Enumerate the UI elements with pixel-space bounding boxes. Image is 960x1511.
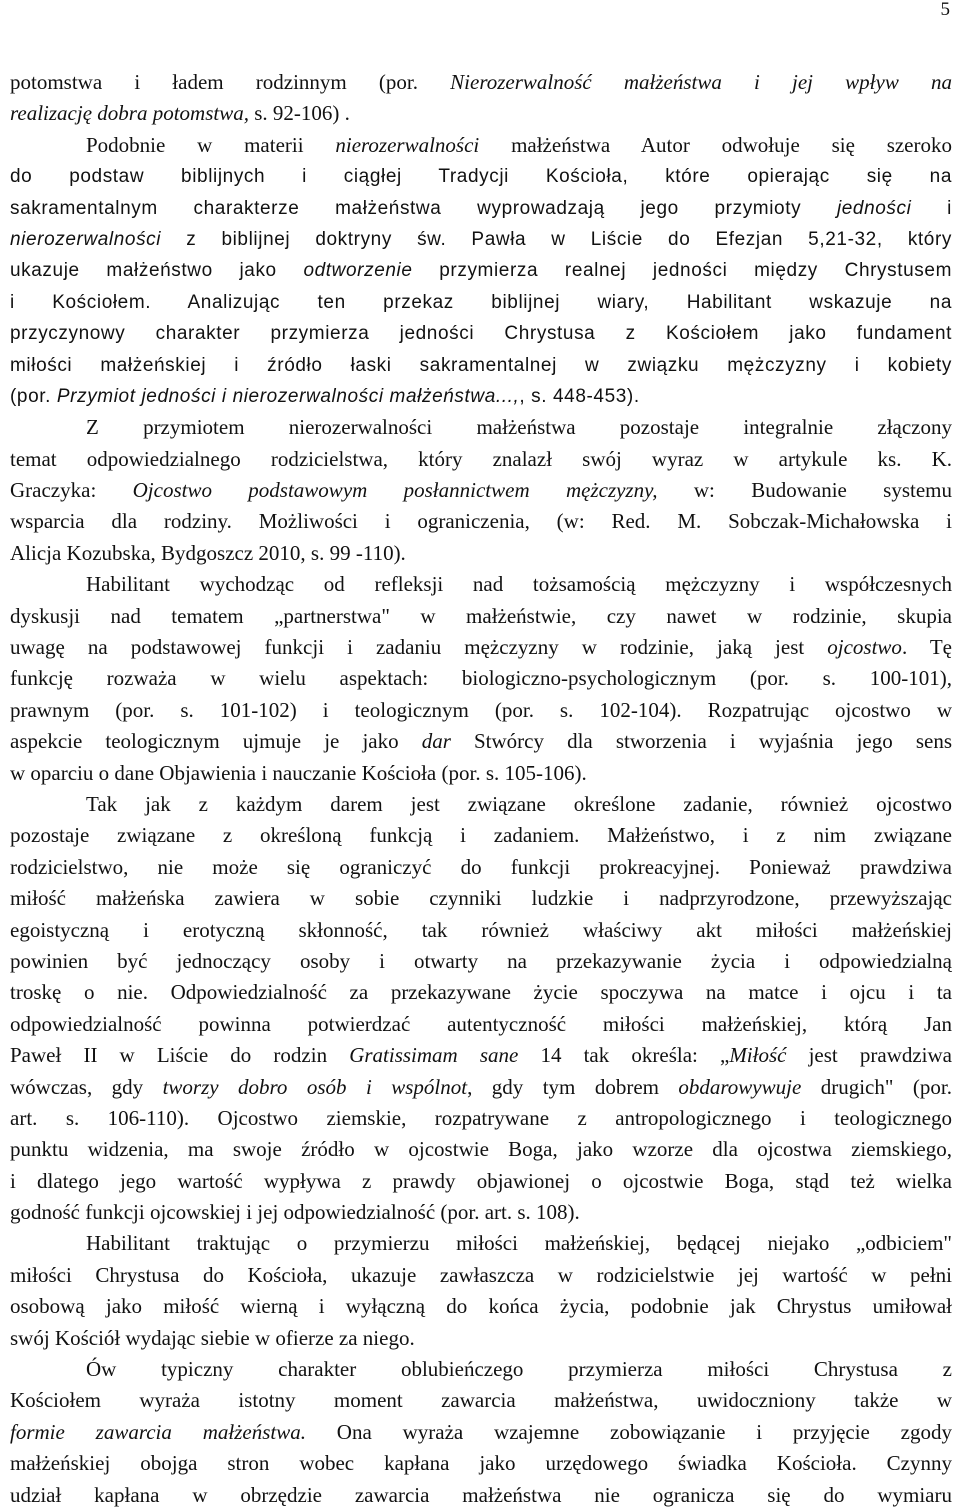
text-line	[10, 1072, 952, 1103]
text-line	[10, 538, 952, 569]
text-segment: przymierza realnej jedności między Chrystusem	[412, 260, 952, 282]
text-segment: małżeństwa Autor odwołuje się szeroko	[479, 132, 952, 157]
italic-text: Ojcostwo podstawowym posłannictwem mężczyzny,	[132, 478, 658, 503]
text-segment: udział kapłana w obrzędzie zawarcia małżeństwa nie ogranicza się do wymiaru	[10, 1482, 952, 1507]
text-line	[10, 1197, 952, 1228]
italic-text: obdarowywuje	[678, 1074, 802, 1099]
text-segment: miłość małżeńska zawiera w sobie czynniki ludzkie i nadprzyrodzone, przewyższając	[10, 886, 952, 911]
text-line	[10, 1385, 952, 1416]
italic-text: nierozerwalności	[10, 228, 162, 250]
text-segment: (por.	[10, 385, 57, 407]
text-line	[10, 224, 952, 255]
text-segment: sakramentalnym charakterze małżeństwa wyprowadzają jego przymioty	[10, 197, 837, 219]
text-segment: małżeńskiej obojga stron wobec kapłana jako urzędowego świadka Kościoła. Czynny	[10, 1451, 952, 1476]
text-segment: rodzicielstwo, nie może się ograniczyć do funkcji prokreacyjnej. Ponieważ prawdziwa	[10, 854, 952, 879]
italic-text: formie zawarcia małżeństwa.	[10, 1419, 306, 1444]
text-line	[10, 444, 952, 475]
text-line	[10, 852, 952, 883]
text-segment: Habilitant traktując o przymierzu miłości małżeńskiej, będącej niejako „odbiciem"	[86, 1231, 952, 1256]
text-line	[10, 726, 952, 757]
italic-text: nierozerwalności	[335, 132, 480, 157]
text-line	[10, 1417, 952, 1448]
text-segment: wsparcia dla rodziny. Możliwości i ograniczenia, (w: Red. M. Sobczak-Michałowska i	[10, 509, 952, 534]
text-line	[10, 412, 952, 443]
text-segment: , s. 448-453).	[519, 385, 640, 407]
text-segment: Paweł II w Liście do rodzin	[10, 1043, 350, 1068]
text-segment: egoistyczną i erotyczną skłonność, tak również właściwy akt miłości małżeńskiej	[10, 917, 952, 942]
text-segment: . Tę	[901, 635, 952, 660]
italic-text: Przymiot jedności i nierozerwalności małżeństwa...,	[56, 385, 520, 407]
text-segment: odpowiedzialność powinna potwierdzać autentyczność miłości małżeńskiej, którą Jan	[10, 1011, 952, 1036]
text-line	[10, 1228, 952, 1259]
italic-text: realizację dobra potomstwa,	[10, 101, 249, 126]
italic-text: jedności	[836, 197, 912, 219]
text-line	[10, 350, 952, 381]
text-segment: Graczyka:	[10, 478, 133, 503]
text-segment: swój Kościół wydając siebie w ofierze za niego.	[10, 1325, 415, 1350]
text-line	[10, 632, 952, 663]
document-body	[10, 67, 952, 1511]
text-line	[10, 1103, 952, 1134]
text-segment: temat odpowiedzialnego rodzicielstwa, który znalazł swój wyraz w artykule ks. K.	[10, 446, 952, 471]
italic-text: Gratissimam sane	[349, 1043, 519, 1068]
text-line	[10, 1134, 952, 1165]
text-line	[10, 318, 952, 349]
text-segment: aspekcie teologicznym ujmuje je jako	[10, 729, 422, 754]
text-line	[10, 977, 952, 1008]
page-number: 5	[940, 0, 950, 20]
text-line	[10, 758, 952, 789]
text-line	[10, 883, 952, 914]
text-line	[10, 915, 952, 946]
text-segment: powinien być jednoczący osoby i otwarty na przekazywanie życia i odpowiedzialną	[10, 948, 952, 973]
text-line	[10, 381, 952, 412]
text-line	[10, 161, 952, 192]
text-segment: Ona wyraża wzajemne zobowiązanie i przyjęcie zgody	[305, 1419, 952, 1444]
text-line	[10, 1480, 952, 1511]
text-segment: i dlatego jego wartość wypływa z prawdy objawionej o ojcostwie Boga, stąd też wielka	[10, 1168, 952, 1193]
text-segment: Alicja Kozubska, Bydgoszcz 2010, s. 99 -110).	[10, 540, 406, 565]
italic-text: ojcostwo	[827, 635, 902, 660]
text-segment: pozostaje związane z określoną funkcją i zadaniem. Małżeństwo, i z nim związane	[10, 823, 952, 848]
text-segment: 14 tak określa: „	[518, 1043, 730, 1068]
text-line	[10, 193, 952, 224]
text-segment: uwagę na podstawowej funkcji i zadaniu mężczyzny w rodzinie, jaką jest	[10, 635, 828, 660]
text-line	[10, 287, 952, 318]
text-segment: osobową jako miłość wierną i wyłączną do końca życia, podobnie jak Chrystus umiłował	[10, 1294, 952, 1319]
text-segment: potomstwa i ładem rodzinnym (por.	[10, 70, 451, 94]
text-line	[10, 1323, 952, 1354]
text-segment: s. 92-106) .	[248, 101, 350, 126]
text-line	[10, 1354, 952, 1385]
text-segment: w oparciu o dane Objawienia i nauczanie Kościoła (por. s. 105-106).	[10, 760, 587, 785]
text-segment: , gdy tym dobrem	[467, 1074, 679, 1099]
text-line	[10, 1260, 952, 1291]
text-segment: Habilitant wychodząc od refleksji nad tożsamością mężczyzny i współczesnych	[86, 572, 952, 597]
text-segment: Kościołem wyraża istotny moment zawarcia małżeństwa, uwidoczniony także w	[10, 1388, 952, 1413]
text-segment: drugich" (por.	[801, 1074, 952, 1099]
text-segment: art. s. 106-110). Ojcostwo ziemskie, rozpatrywane z antropologicznego i teologicznego	[10, 1105, 952, 1130]
text-segment: Podobnie w materii	[86, 132, 336, 157]
text-segment: przyczynowy charakter przymierza jedności Chrystusa z Kościołem jako fundament	[10, 323, 952, 345]
text-line	[10, 506, 952, 537]
text-segment: miłości małżeńskiej i źródło łaski sakramentalnej w związku mężczyzny i kobiety	[10, 354, 952, 376]
text-line	[10, 601, 952, 632]
text-line	[10, 1009, 952, 1040]
text-segment: Stwórcy dla stworzenia i wyjaśnia jego sens	[450, 729, 952, 754]
text-line	[10, 130, 952, 161]
italic-text: Miłość	[729, 1043, 787, 1068]
text-line	[10, 946, 952, 977]
text-line	[10, 1291, 952, 1322]
text-line	[10, 820, 952, 851]
text-segment: prawnym (por. s. 101-102) i teologicznym (por. s. 102-104). Rozpatrując ojcostwo w	[10, 697, 952, 722]
text-segment: Tak jak z każdym darem jest związane określone zadanie, również ojcostwo	[86, 791, 952, 816]
text-segment: Z przymiotem nierozerwalności małżeństwa pozostaje integralnie złączony	[86, 415, 952, 440]
text-segment: troskę o nie. Odpowiedzialność za przekazywane życie spoczywa na matce i ojcu i ta	[10, 980, 952, 1005]
text-segment: i Kościołem. Analizując ten przekaz biblijnej wiary, Habilitant wskazuje na	[10, 291, 952, 313]
italic-text: Nierozerwalność małżeństwa i jej wpływ na	[450, 70, 952, 94]
italic-text: dar	[421, 729, 451, 754]
text-segment: jest prawdziwa	[786, 1043, 952, 1068]
text-line	[10, 569, 952, 600]
text-segment: do podstaw biblijnych i ciągłej Tradycji Kościoła, które opierając się na	[10, 166, 952, 188]
text-line	[10, 789, 952, 820]
text-segment: ukazuje małżeństwo jako	[10, 260, 304, 282]
text-segment: i	[911, 197, 952, 219]
italic-text: tworzy dobro osób i wspólnot	[162, 1074, 468, 1099]
text-line	[10, 98, 952, 129]
text-line	[10, 1040, 952, 1071]
text-segment: w: Budowanie systemu	[657, 478, 952, 503]
text-segment: funkcję rozważa w wielu aspektach: biologiczno-psychologicznym (por. s. 100-101),	[10, 666, 952, 691]
text-line	[10, 663, 952, 694]
text-line	[10, 255, 952, 286]
text-segment: Ów typiczny charakter oblubieńczego przymierza miłości Chrystusa z	[86, 1357, 952, 1382]
text-segment: punktu widzenia, ma swoje źródło w ojcostwie Boga, jako wzorze dla ojcostwa ziemskiego,	[10, 1137, 952, 1162]
text-line	[10, 1166, 952, 1197]
text-line	[10, 1448, 952, 1479]
text-line	[10, 475, 952, 506]
text-segment: godność funkcji ojcowskiej i jej odpowiedzialność (por. art. s. 108).	[10, 1200, 580, 1225]
text-segment: dyskusji nad tematem „partnerstwa" w małżeństwie, czy nawet w rodzinie, skupia	[10, 603, 952, 628]
text-line	[10, 67, 952, 98]
text-segment: miłości Chrystusa do Kościoła, ukazuje zawłaszcza w rodzicielstwie jej wartość w pełni	[10, 1262, 952, 1287]
text-segment: z biblijnej doktryny św. Pawła w Liście do Efezjan 5,21-32, który	[161, 228, 952, 250]
text-segment: wówczas, gdy	[10, 1074, 163, 1099]
text-line	[10, 695, 952, 726]
italic-text: odtworzenie	[303, 260, 413, 282]
